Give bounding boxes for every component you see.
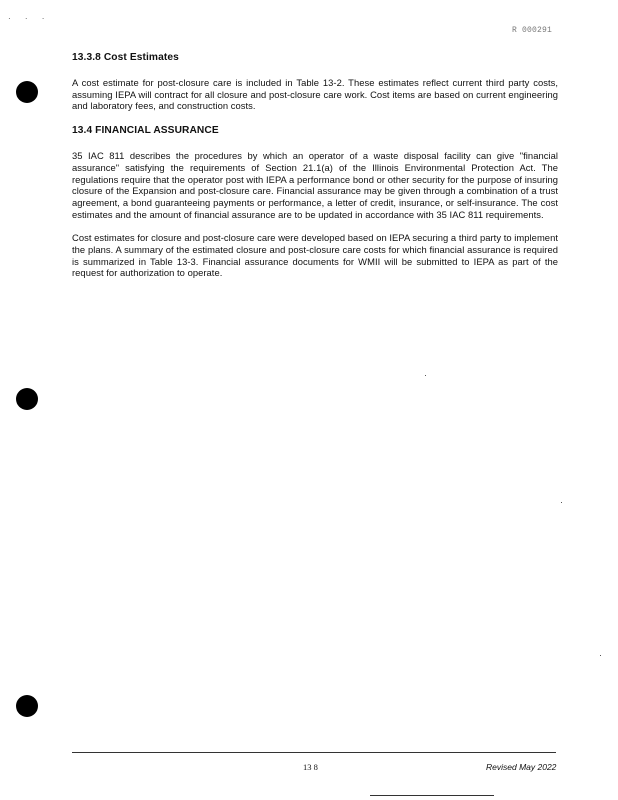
signature-line	[370, 795, 494, 796]
page-number: 13 8	[303, 762, 318, 772]
scan-speck	[600, 655, 601, 656]
revision-date: Revised May 2022	[486, 762, 557, 772]
scan-speck	[561, 502, 562, 503]
paragraph-cost-estimates: A cost estimate for post-closure care is included in Table 13-2. These estimates reflect current third party costs, assuming IEPA will contract for all closure and post-closure care work. Cost items are based on current engineering and laboratory fees, and construction costs.	[72, 77, 558, 112]
section-heading-cost-estimates: 13.3.8 Cost Estimates	[72, 52, 179, 63]
paragraph-financial-assurance-1: 35 IAC 811 describes the procedures by which an operator of a waste disposal facility can give "financial assurance" satisfying the requirements of Section 21.1(a) of the Illinois Environmental Protection Act. The regulations require that the operator post with IEPA a performance bond or other security for the purpose of insuring closure of the Expansion and post-closure care. Financial assurance may be given through a combination of a trust agreement, a bond guaranteeing payments or performance, a letter of credit, insurance, or self-insurance. The cost estimates and the amount of financial assurance are to be updated in accordance with 35 IAC 811 requirements.	[72, 150, 558, 220]
bates-number: R 000291	[512, 26, 553, 35]
scan-speck	[425, 375, 426, 376]
section-heading-financial-assurance: 13.4 FINANCIAL ASSURANCE	[72, 125, 219, 137]
binder-hole-bottom	[16, 695, 38, 717]
document-body	[72, 52, 558, 291]
binder-hole-middle	[16, 388, 38, 410]
scan-specks: · · ·	[8, 14, 51, 23]
binder-hole-top	[16, 81, 38, 103]
footer-rule	[72, 752, 556, 753]
paragraph-financial-assurance-2: Cost estimates for closure and post-closure care were developed based on IEPA securing a third party to implement the plans. A summary of the estimated closure and post-closure care costs for which financial assurance is required is summarized in Table 13-3. Financial assurance documents for WMII will be submitted to IEPA as part of the request for authorization to operate.	[72, 232, 558, 279]
